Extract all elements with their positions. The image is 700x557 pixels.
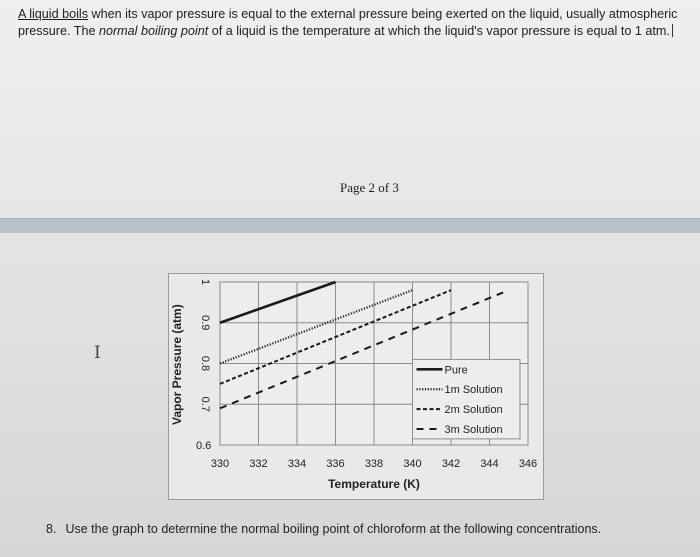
x-tick-label: 334 [287, 458, 307, 470]
x-tick-label: 342 [441, 458, 461, 470]
legend-entry: 1m Solution [444, 384, 503, 397]
legend-entry: 3m Solution [444, 423, 503, 436]
intro-sentence-2-start: The [70, 24, 99, 38]
x-tick-label: 338 [364, 458, 384, 470]
x-axis-label: Temperature (K) [328, 477, 420, 491]
page-number-label: Page 2 of 3 [340, 180, 399, 195]
x-tick-label: 346 [518, 458, 538, 470]
intro-sentence-1: when its vapor pressure is equal to the external pressure being exerted on the liquid, usually atmospheric pressure. [18, 7, 678, 38]
i-beam-cursor-icon: I [94, 343, 101, 363]
intro-term-2: normal boiling point [98, 24, 209, 38]
x-tick-label: 336 [326, 458, 345, 470]
question-number: 8. [46, 522, 57, 536]
y-axis-label: Vapor Pressure (atm) [170, 304, 184, 425]
y-tick-label: 0.8 [199, 355, 212, 372]
chart-legend [413, 359, 521, 438]
y-tick-label: 0.6 [196, 440, 212, 452]
y-tick-label: 1 [199, 278, 212, 286]
intro-term: A liquid boils [18, 7, 89, 21]
x-tick-label: 332 [249, 458, 268, 470]
question-text: Use the graph to determine the normal boiling point of chloroform at the following concentrations. [65, 522, 602, 536]
x-tick-label: 344 [480, 458, 499, 470]
intro-sentence-2: of a liquid is the temperature at which the liquid's vapor pressure is equal to 1 atm. [208, 24, 670, 38]
x-tick-label: 330 [210, 458, 230, 470]
question-8[interactable] [46, 522, 601, 536]
legend-entry: Pure [444, 364, 468, 377]
y-tick-label: 0.7 [199, 396, 212, 412]
x-tick-label: 340 [403, 458, 422, 470]
y-tick-label: 0.9 [199, 315, 212, 331]
legend-entry: 2m Solution [444, 404, 503, 417]
